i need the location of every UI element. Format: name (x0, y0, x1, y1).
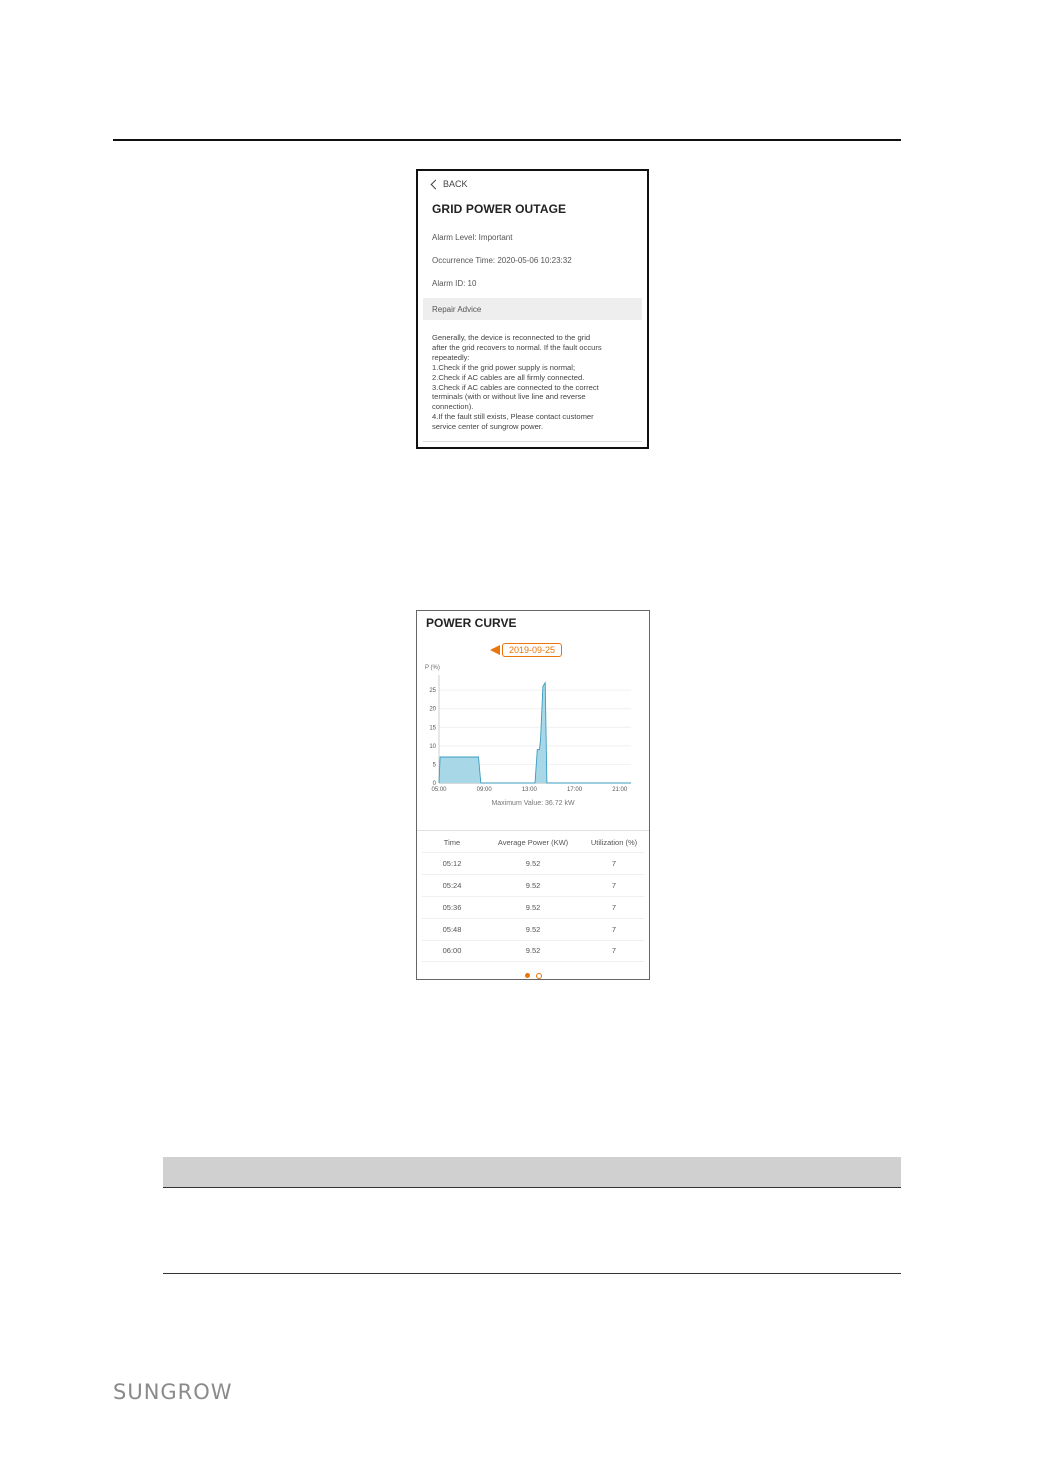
cell-time: 05:12 (442, 859, 462, 868)
repair-advice-label: Repair Advice (432, 305, 482, 314)
divider (422, 896, 644, 897)
occurrence-time: Occurrence Time: 2020-05-06 10:23:32 (432, 256, 572, 265)
cell-power: 9.52 (525, 946, 541, 955)
y-tick-label: 15 (429, 725, 436, 732)
cell-util: 7 (611, 881, 617, 890)
advice-line: repeatedly: (432, 352, 470, 362)
alarm-detail-screenshot (416, 169, 649, 449)
advice-line: connection). (432, 402, 474, 412)
cell-time: 06:00 (442, 946, 462, 955)
pager-dot-active[interactable] (525, 973, 530, 978)
cell-time: 05:48 (442, 925, 462, 934)
power-curve-title: POWER CURVE (426, 616, 517, 630)
repair-advice-text (432, 333, 637, 432)
divider (422, 918, 644, 919)
y-tick-label: 10 (429, 743, 436, 750)
y-tick-label: 5 (432, 762, 436, 769)
doc-table-rule (163, 1273, 901, 1274)
doc-table-header (163, 1157, 901, 1187)
col-util-header: Utilization (%) (590, 838, 638, 847)
x-tick-label: 21:00 (612, 787, 628, 793)
cell-util: 7 (611, 925, 617, 934)
advice-line: 3.Check if AC cables are connected to the correct (432, 382, 599, 392)
cell-time: 05:36 (442, 903, 462, 912)
x-tick-label: 13:00 (521, 787, 537, 793)
advice-line: Generally, the device is reconnected to the grid (432, 333, 591, 342)
cell-power: 9.52 (525, 881, 541, 890)
alarm-level: Alarm Level: Important (432, 233, 513, 242)
divider (423, 441, 642, 442)
alarm-id: Alarm ID: 10 (432, 279, 477, 288)
cell-power: 9.52 (525, 925, 541, 934)
cell-util: 7 (611, 946, 617, 955)
advice-line: 1.Check if the grid power supply is normal; (432, 362, 576, 372)
header-rule (113, 139, 901, 141)
repair-advice-header (423, 298, 642, 320)
divider (422, 852, 644, 853)
y-axis-label: P (%) (425, 665, 440, 671)
divider (422, 961, 644, 962)
advice-line: 4.If the fault still exists, Please contact customer (432, 412, 594, 422)
cell-power: 9.52 (525, 859, 541, 868)
alarm-title: GRID POWER OUTAGE (432, 202, 567, 216)
power-curve-screenshot (416, 610, 650, 980)
col-time-header: Time (443, 838, 461, 847)
cell-util: 7 (611, 859, 617, 868)
cell-power: 9.52 (525, 903, 541, 912)
col-power-header: Average Power (KW) (497, 838, 569, 847)
sungrow-logo: SUNGROW (113, 1380, 233, 1404)
divider (422, 940, 644, 941)
x-tick-label: 17:00 (567, 787, 583, 793)
advice-line: service center of sungrow power. (432, 422, 544, 432)
x-tick-label: 05:00 (431, 787, 447, 793)
chevron-left-icon (431, 180, 441, 190)
divider (422, 874, 644, 875)
advice-line: after the grid recovers to normal. If the fault occurs (432, 342, 602, 352)
prev-date-arrow-icon[interactable] (490, 645, 500, 655)
y-tick-label: 0 (432, 781, 436, 787)
doc-table-rule (163, 1187, 901, 1188)
y-tick-label: 20 (429, 706, 436, 713)
back-label: BACK (443, 179, 468, 189)
advice-line: 2.Check if AC cables are all firmly connected. (432, 372, 585, 382)
back-button[interactable] (432, 179, 468, 189)
date-selector[interactable]: 2019-09-25 (502, 643, 562, 657)
max-value: Maximum Value: 36.72 kW (491, 800, 575, 807)
pager-dot[interactable] (536, 973, 542, 979)
x-tick-label: 09:00 (476, 787, 492, 793)
power-chart (417, 661, 649, 801)
y-tick-label: 25 (429, 688, 436, 695)
cell-util: 7 (611, 903, 617, 912)
series-area (439, 683, 631, 783)
cell-time: 05:24 (442, 881, 462, 890)
table-separator (417, 830, 649, 831)
advice-line: terminals (with or without live line and reverse (432, 392, 586, 402)
